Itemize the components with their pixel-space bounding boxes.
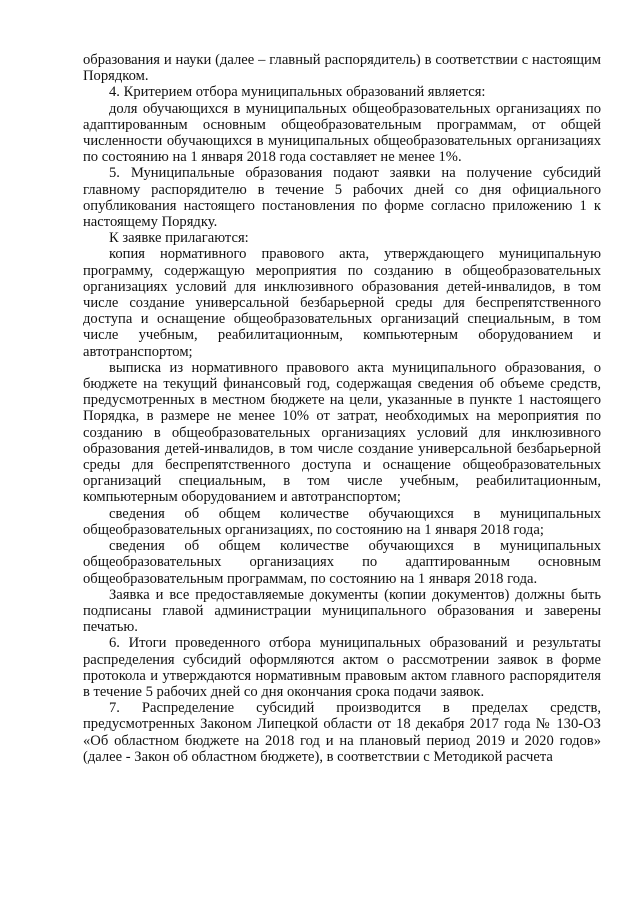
- paragraph-4-criterion: 4. Критерием отбора муниципальных образований является:: [109, 84, 486, 101]
- paragraph-attachment-student-count: сведения об общем количестве обучающихся в муниципальных общеобразовательных организациях, по состоянию на 1 января 2018 года;: [83, 505, 601, 538]
- paragraph-6-results: 6. Итоги проведенного отбора муниципальных образований и результаты распределения субсидий оформляются актом о рассмотрении заявок в форме протокола и утверждаются нормативным правовым актом главного распорядителя в течение 5 рабочих дней со дня окончания срока подачи заявок.: [83, 635, 601, 700]
- document-page: [83, 52, 601, 765]
- paragraph-intro-continuation: образования и науки (далее – главный распорядитель) в соответствии с настоящим Порядком.: [83, 52, 601, 85]
- paragraph-attachment-program-copy: копия нормативного правового акта, утверждающего муниципальную программу, содержащую мероприятия по созданию в общеобразовательных организациях условий для инклюзивного образования детей-инвалидов, в том числе создание универсальной безбарьерной среды для беспрепятственного доступа и оснащение общеобразовательных организаций специальным, в том числе учебным, реабилитационным, компьютерным оборудованием и автотранспортом;: [83, 246, 601, 360]
- paragraph-attachments-heading: К заявке прилагаются:: [109, 230, 249, 247]
- paragraph-attachment-adapted-count: сведения об общем количестве обучающихся в муниципальных общеобразовательных организациях по адаптированным основным общеобразовательным программам, по состоянию на 1 января 2018 года.: [83, 538, 601, 587]
- paragraph-7-distribution: 7. Распределение субсидий производится в пределах средств, предусмотренных Законом Липецкой области от 18 декабря 2017 года № 130-ОЗ «Об областном бюджете на 2018 год и на плановый период 2019 и 2020 годов» (далее - Закон об областном бюджете), в соответствии с Методикой расчета: [83, 700, 601, 765]
- paragraph-criterion-share: доля обучающихся в муниципальных общеобразовательных организациях по адаптированным основным общеобразовательным программам, от общей численности обучающихся в муниципальных общеобразовательных организациях по состоянию на 1 января 2018 года составляет не менее 1%.: [83, 100, 601, 166]
- paragraph-attachment-budget-extract: выписка из нормативного правового акта муниципального образования, о бюджете на текущий финансовый год, содержащая сведения об объеме средств, предусмотренных в местном бюджете на цели, указанные в пункте 1 настоящего Порядка, в размере не менее 10% от затрат, необходимых на мероприятия по созданию в общеобразовательных организациях условий для инклюзивного образования детей-инвалидов, в том числе создание универсальной безбарьерной среды для беспрепятственного доступа и оснащение общеобразовательных организаций специальным, в том числе учебным, реабилитационным, компьютерным оборудованием и автотранспортом;: [83, 359, 601, 506]
- paragraph-signing-requirement: Заявка и все предоставляемые документы (копии документов) должны быть подписаны главой администрации муниципального образования и заверены печатью.: [83, 586, 601, 636]
- paragraph-5-applications: 5. Муниципальные образования подают заявки на получение субсидий главному распорядителю в течение 5 рабочих дней со дня официального опубликования настоящего постановления по форме согласно приложению 1 к настоящему Порядку.: [83, 165, 601, 231]
